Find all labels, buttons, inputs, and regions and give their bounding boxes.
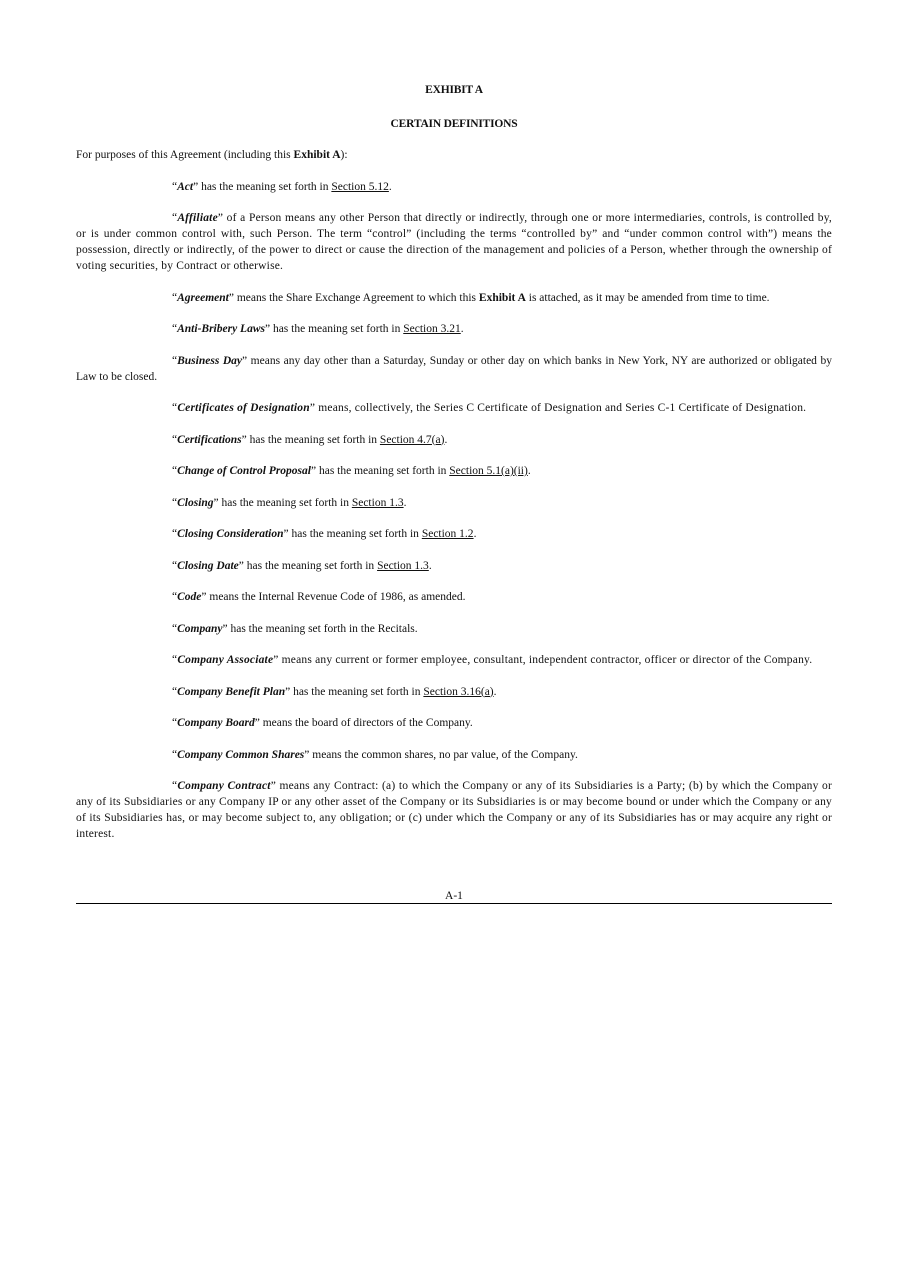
page-number: A-1 [445, 890, 463, 902]
section-reference: Section 5.1(a)(ii) [449, 465, 528, 477]
section-reference: Section 3.16(a) [423, 685, 494, 698]
exhibit-heading: EXHIBIT A [425, 84, 483, 96]
section-reference: Section 1.2 [421, 528, 474, 540]
defined-term: Business Day [177, 354, 243, 367]
defined-term: Certificates of Designation [177, 402, 310, 414]
definition-company-benefit-plan: “Company Benefit Plan” has the meaning set forth in Section 3.16(a). [172, 685, 497, 698]
definition-company-contract: “Company Contract” means any Contract: (a) to which the Company or any of its Subsidiaries is a Party; (b) by which the Company or any of its Subsidiaries or any Company IP or any other asset of the Company or its Subsidiaries is or may become bound or under which the Company or any of its Subsidiaries has, or may become subject to, any obligation; or (c) under which the Company or any of its Subsidiaries has or may acquire any right or interest. [76, 780, 832, 840]
definition-company-board: “Company Board” means the board of directors of the Company. [172, 717, 473, 729]
defined-term: Company Associate [177, 654, 274, 666]
exhibit-ref: Exhibit A [293, 149, 341, 161]
defined-term: Company [177, 622, 223, 635]
definition-company-associate: “Company Associate” means any current or former employee, consultant, independent contractor, officer or director of the Company. [172, 654, 813, 666]
section-reference: Section 1.3 [351, 496, 404, 509]
section-reference: Section 4.7(a) [379, 433, 445, 446]
defined-term: Anti-Bribery Laws [177, 323, 265, 335]
definition-anti-bribery-laws: “Anti-Bribery Laws” has the meaning set forth in Section 3.21. [172, 323, 464, 335]
definition-closing-date: “Closing Date” has the meaning set forth in Section 1.3. [172, 559, 432, 572]
defined-term: Company Contract [177, 780, 271, 792]
defined-term: Affiliate [177, 212, 218, 224]
definitions-heading: CERTAIN DEFINITIONS [390, 118, 518, 130]
defined-term: Closing Date [177, 559, 239, 572]
definition-certifications: “Certifications” has the meaning set forth in Section 4.7(a). [172, 433, 448, 446]
definition-company: “Company” has the meaning set forth in the Recitals. [172, 622, 418, 635]
definition-agreement: “Agreement” means the Share Exchange Agreement to which this Exhibit A is attached, as it may be amended from time to time. [172, 291, 770, 304]
defined-term: Company Board [177, 717, 255, 729]
defined-term: Company Common Shares [177, 748, 305, 761]
intro-paragraph: For purposes of this Agreement (including this Exhibit A): [76, 149, 348, 161]
definition-company-common-shares: “Company Common Shares” means the common shares, no par value, of the Company. [172, 748, 578, 761]
defined-term: Act [177, 180, 194, 193]
definition-closing: “Closing” has the meaning set forth in Section 1.3. [172, 496, 407, 509]
defined-term: Agreement [177, 291, 229, 304]
definition-code: “Code” means the Internal Revenue Code of 1986, as amended. [172, 591, 466, 603]
definition-change-of-control-proposal: “Change of Control Proposal” has the meaning set forth in Section 5.1(a)(ii). [172, 465, 531, 477]
definition-act: “Act” has the meaning set forth in Section 5.12. [172, 180, 392, 193]
document-page [76, 84, 832, 858]
section-reference: Section 1.3 [377, 559, 429, 572]
definition-closing-consideration: “Closing Consideration” has the meaning set forth in Section 1.2. [172, 528, 477, 540]
defined-term: Code [177, 591, 202, 603]
section-reference: Section 5.12 [331, 180, 389, 193]
footer-rule [76, 903, 832, 904]
defined-term: Company Benefit Plan [177, 685, 286, 698]
defined-term: Certifications [177, 433, 242, 446]
definition-certificates-of-designation: “Certificates of Designation” means, collectively, the Series C Certificate of Designation and Series C-1 Certificate of Designation. [172, 402, 807, 414]
section-reference: Section 3.21 [403, 323, 461, 335]
defined-term: Closing [177, 496, 214, 509]
defined-term: Closing Consideration [177, 528, 284, 540]
definition-business-day: “Business Day” means any day other than a Saturday, Sunday or other day on which banks in New York, NY are authorized or obligated by Law to be closed. [76, 354, 832, 383]
defined-term: Change of Control Proposal [177, 465, 311, 477]
definition-affiliate: “Affiliate” of a Person means any other Person that directly or indirectly, through one or more intermediaries, controls, is controlled by, or is under common control with, such Person. The term “control” (including the terms “controlled by” and “under common control with”) means the possession, directly or indirectly, of the power to direct or cause the direction of the management and policies of a Person, whether through the ownership of voting securities, by Contract or otherwise. [76, 212, 832, 272]
